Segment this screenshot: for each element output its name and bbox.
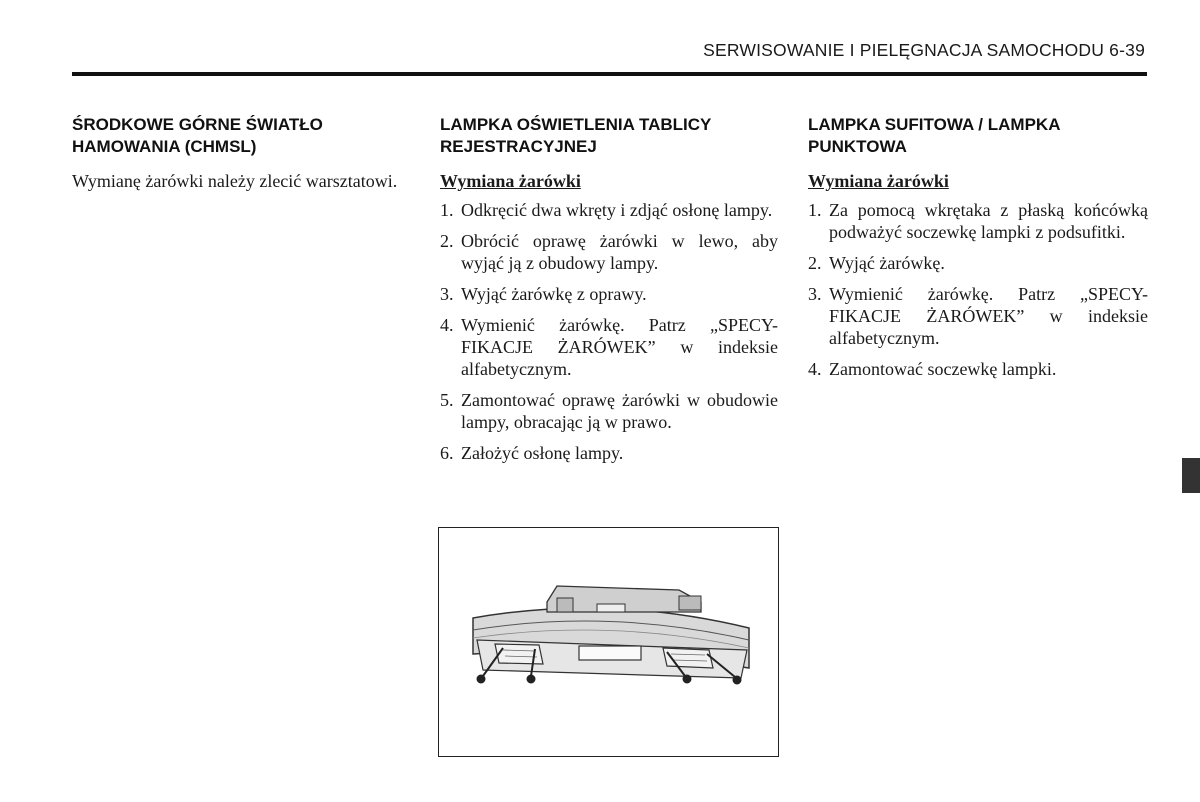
list-item xyxy=(808,252,1148,274)
list-item xyxy=(808,358,1148,380)
heading-line: PUNKTOWA xyxy=(808,137,907,156)
step-text: Wyjąć żarówkę. xyxy=(829,253,945,273)
step-number: 1. xyxy=(440,200,454,220)
step-text: Wymienić żarówkę. Patrz „SPECY-FIKACJE ŻARÓWEK” w indeksie alfabetycznym. xyxy=(829,284,1148,348)
section-heading xyxy=(440,114,778,158)
step-text: Odkręcić dwa wkręty i zdjąć osłonę lampy. xyxy=(461,200,773,220)
list-item xyxy=(808,199,1148,243)
step-text: Wymienić żarówkę. Patrz „SPECY-FIKACJE ŻARÓWEK” w indeksie alfabetycznym. xyxy=(461,315,778,379)
step-text: Wyjąć żarówkę z oprawy. xyxy=(461,284,647,304)
step-number: 4. xyxy=(440,315,454,335)
step-list xyxy=(440,199,778,464)
step-text: Zamontować oprawę żarówki w obudowie lampy, obracając ją w prawo. xyxy=(461,390,778,432)
list-item xyxy=(808,283,1148,349)
step-number: 3. xyxy=(440,284,454,304)
step-number: 6. xyxy=(440,443,454,463)
body-paragraph: Wymianę żarówki należy zlecić warsztatowi. xyxy=(72,171,398,191)
page-header: SERWISOWANIE I PIELĘGNACJA SAMOCHODU 6-39 xyxy=(703,40,1145,60)
subheading: Wymiana żarówki xyxy=(440,171,581,191)
list-item xyxy=(440,442,778,464)
list-item xyxy=(440,314,778,380)
heading-line: ŚRODKOWE GÓRNE ŚWIATŁO xyxy=(72,115,323,134)
section-heading xyxy=(808,114,1148,158)
heading-line: LAMPKA SUFITOWA / LAMPKA xyxy=(808,115,1061,134)
step-number: 1. xyxy=(808,200,822,220)
step-list xyxy=(808,199,1148,380)
header-rule xyxy=(72,72,1147,76)
list-item xyxy=(440,199,778,221)
step-text: Obrócić oprawę żarówki w lewo, aby wyjąć ją z obudowy lampy. xyxy=(461,231,778,273)
list-item xyxy=(440,230,778,274)
list-item xyxy=(440,283,778,305)
section-heading xyxy=(72,114,412,158)
step-number: 4. xyxy=(808,359,822,379)
step-text: Za pomocą wkrętaka z płaską końcówką podważyć soczewkę lampki z podsufitki. xyxy=(829,200,1148,242)
heading-line: LAMPKA OŚWIETLENIA TABLICY xyxy=(440,115,712,134)
step-number: 3. xyxy=(808,284,822,304)
heading-line: REJESTRACYJNEJ xyxy=(440,137,597,156)
subheading: Wymiana żarówki xyxy=(808,171,949,191)
column-dome-lamp xyxy=(808,114,1148,389)
column-license-plate-lamp xyxy=(440,114,778,473)
figure-frame xyxy=(438,527,779,757)
section-tab-marker xyxy=(1182,458,1200,493)
list-item xyxy=(440,389,778,433)
heading-line: HAMOWANIA (CHMSL) xyxy=(72,137,257,156)
license-plate-lamp-illustration xyxy=(439,528,777,755)
step-text: Zamontować soczewkę lampki. xyxy=(829,359,1057,379)
step-number: 2. xyxy=(440,231,454,251)
step-number: 2. xyxy=(808,253,822,273)
step-number: 5. xyxy=(440,390,454,410)
step-text: Założyć osłonę lampy. xyxy=(461,443,624,463)
column-chmsl xyxy=(72,114,412,192)
